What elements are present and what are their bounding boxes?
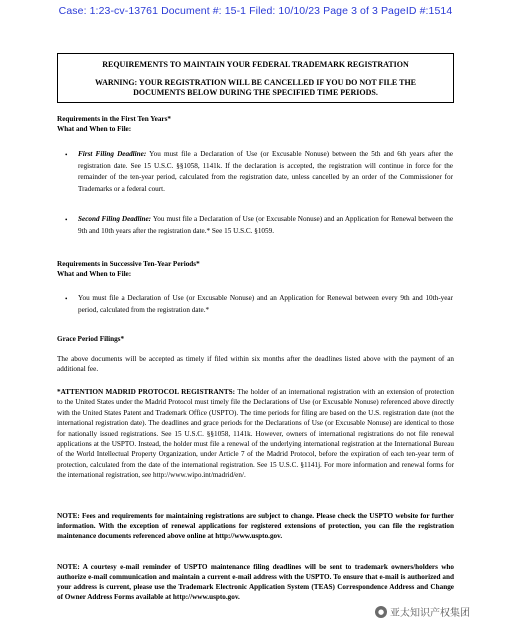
first-filing-label: First Filing Deadline: [78,150,147,158]
section2-heading-line1: Requirements in Successive Ten-Year Periods* [57,260,200,268]
madrid-protocol-notice [57,387,454,481]
first-filing-deadline [78,149,453,195]
successive-periods-bullet: You must file a Declaration of Use (or Excusable Nonuse) and an Application for Renewal between every 9th and 10th-year period, calculated from the registration date.* [78,294,453,314]
note-courtesy-email: NOTE: A courtesy e-mail reminder of USPTO maintenance filing deadlines will be sent to trademark owners/holders who authorize e-mail communication and maintain a current e-mail address with the USPTO. To ensure that e-mail is authorized and your address is current, please use the Trademark Electronic Application System (TEAS) Correspondence Address and Change of Owner Address Forms available at http://www.uspto.gov. [57,563,454,601]
section1-heading [57,114,457,134]
bullet-dot-icon: • [65,216,68,224]
second-filing-label: Second Filing Deadline: [78,215,152,223]
grace-period-heading: Grace Period Filings* [57,335,125,343]
bullet-dot-icon: • [65,295,68,303]
madrid-text: The holder of an international registration with an extension of protection to the United States under the Madrid Protocol must timely file the Declarations of Use (or Excusable Nonuse) referenced above directly with the United States Patent and Trademark Office (USPTO). The time periods for filing are based on the U.S. registration date (not the international registration date). The deadlines and grace periods for the Declarations of Use (or Excusable Nonuse) are identical to those for nationally issued registrations. See 15 U.S.C. §§1058, 1141k. However, owners of international registrations do not file renewal applications at the USPTO. Instead, the holder must file a renewal of the underlying international registration at the International Bureau of the World Intellectual Property Organization, under Article 7 of the Madrid Protocol, before the expiration of each ten-year term of protection, calculated from the date of the international registration. See 15 U.S.C. §1141j. For more information and renewal forms for the international registration, see http://www.wipo.int/madrid/en/. [57,388,454,480]
warning-line-2: DOCUMENTS BELOW DURING THE SPECIFIED TIME PERIODS. [133,88,378,97]
note-fees: NOTE: Fees and requirements for maintaining registrations are subject to change. Please check the USPTO website for further information. With the exception of renewal applications for registered extensions of protection, you can file the registration maintenance documents referenced above online at http://www.uspto.gov. [57,512,454,540]
madrid-label: *ATTENTION MADRID PROTOCOL REGISTRANTS: [57,388,236,396]
watermark [375,604,470,619]
bullet-dot-icon: • [65,151,68,159]
second-filing-text: You must file a Declaration of Use (or Excusable Nonuse) and an Application for Renewal between the 9th and 10th years after the registration date.* See 15 U.S.C. §1059. [78,215,454,235]
warning-line-1: WARNING: YOUR REGISTRATION WILL BE CANCELLED IF YOU DO NOT FILE THE [94,78,417,87]
wechat-logo-icon: ● [375,606,387,618]
requirements-box [57,53,454,103]
box-title: REQUIREMENTS TO MAINTAIN YOUR FEDERAL TRADEMARK REGISTRATION [102,60,409,69]
second-filing-deadline [78,214,453,237]
section2-heading-line2: What and When to File: [57,270,132,278]
court-filing-header: Case: 1:23-cv-13761 Document #: 15-1 Filed: 10/10/23 Page 3 of 3 PageID #:1514 [58,5,453,17]
grace-period-text: The above documents will be accepted as timely if filed within six months after the deadlines listed above with the payment of an additional fee. [57,355,454,373]
section2-heading [57,259,457,279]
section1-heading-line2: What and When to File: [57,125,132,133]
watermark-text: 亚太知识产权集团 [390,608,470,619]
section1-heading-line1: Requirements in the First Ten Years* [57,115,171,123]
first-filing-text: You must file a Declaration of Use (or Excusable Nonuse) between the 5th and 6th years after the registration date. See 15 U.S.C. §§1058, 1141k. If the declaration is accepted, the registration will continue in force for the remainder of the ten-year period, calculated from the registration date, unless cancelled by an order of the Commissioner for Trademarks or a federal court. [78,150,453,193]
